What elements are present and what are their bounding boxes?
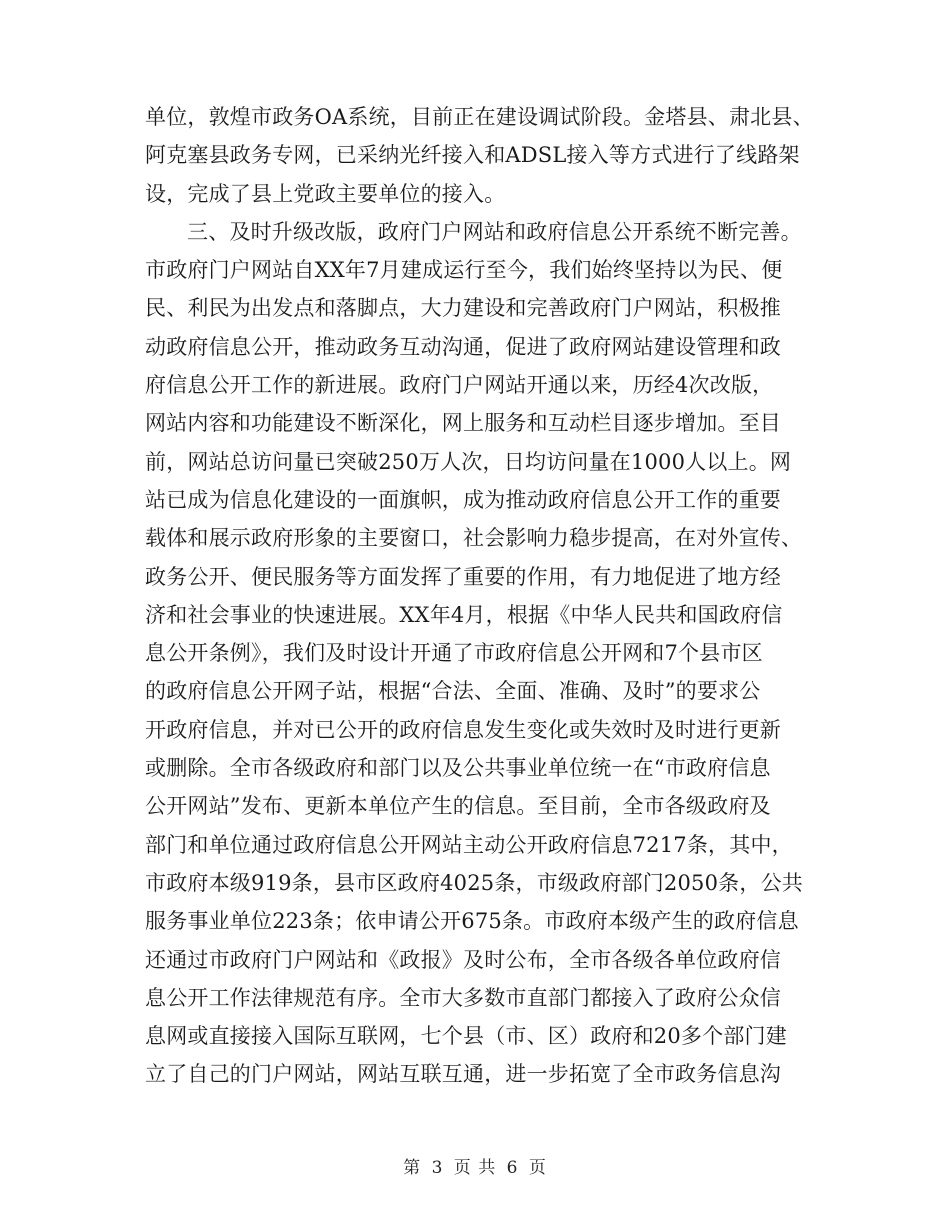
- text-line: 息公开工作法律规范有序。全市大多数市直部门都接入了政府公众信: [145, 985, 781, 1010]
- text-line: 济和社会事业的快速进展。XX年4月，根据《中华人民共和国政府信: [145, 602, 783, 627]
- text-line: 市政府门户网站自XX年7月建成运行至今，我们始终坚持以为民、便: [145, 258, 783, 283]
- text-line: 民、利民为出发点和落脚点，大力建设和完善政府门户网站，积极推: [145, 296, 781, 321]
- text-line: 市政府本级919条，县市区政府4025条，市级政府部门2050条，公共: [145, 870, 803, 895]
- text-line: 前，网站总访问量已突破250万人次，日均访问量在1000人以上。网: [145, 449, 792, 474]
- footer-prefix: 第: [403, 1158, 422, 1178]
- text-line: 单位，敦煌市政务OA系统，目前正在建设调试阶段。金塔县、肃北县、: [145, 105, 814, 129]
- footer-middle: 页 共: [453, 1158, 497, 1178]
- text-line: 政务公开、便民服务等方面发挥了重要的作用，有力地促进了地方经: [145, 564, 781, 589]
- section-heading-line: 三、及时升级改版，政府门户网站和政府信息公开系统不断完善。: [187, 219, 802, 244]
- text-line: 立了自己的门户网站，网站互联互通，进一步拓宽了全市政务信息沟: [145, 1062, 781, 1087]
- footer-suffix: 页: [528, 1158, 547, 1178]
- page-footer: [0, 1153, 950, 1178]
- text-line: 阿克塞县政务专网，已采纳光纤接入和ADSL接入等方式进行了线路架: [145, 143, 800, 168]
- body-text: [145, 98, 825, 1094]
- text-line: 站已成为信息化建设的一面旗帜，成为推动政府信息公开工作的重要: [145, 487, 781, 512]
- text-line: 息网或直接接入国际互联网，七个县（市、区）政府和20多个部门建: [145, 1024, 787, 1049]
- text-line: 动政府信息公开，推动政务互动沟通，促进了政府网站建设管理和政: [145, 334, 781, 359]
- text-line: 或删除。全市各级政府和部门以及公共事业单位统一在“市政府信息: [145, 756, 771, 781]
- text-line: 部门和单位通过政府信息公开网站主动公开政府信息7217条，其中，: [145, 832, 793, 857]
- text-line: 的政府信息公开网子站，根据“合法、全面、准确、及时”的要求公: [145, 679, 761, 704]
- footer-current-page: 3: [431, 1158, 444, 1178]
- text-line: 网站内容和功能建设不断深化，网上服务和互动栏目逐步增加。至目: [145, 411, 781, 436]
- footer-total-pages: 6: [506, 1158, 519, 1178]
- text-line: 开政府信息，并对已公开的政府信息发生变化或失效时及时进行更新: [145, 717, 781, 742]
- text-line: 载体和展示政府形象的主要窗口，社会影响力稳步提高，在对外宣传、: [145, 526, 803, 551]
- text-line: 服务事业单位223条；依申请公开675条。市政府本级产生的政府信息: [145, 909, 799, 934]
- text-line: 公开网站”发布、更新本单位产生的信息。至目前，全市各级政府及: [145, 794, 771, 819]
- text-line: 府信息公开工作的新进展。政府门户网站开通以来，历经4次改版，: [145, 373, 774, 398]
- text-line: 还通过市政府门户网站和《政报》及时公布，全市各级各单位政府信: [145, 947, 781, 972]
- text-line: 息公开条例》，我们及时设计开通了市政府信息公开网和7个县市区: [145, 641, 763, 666]
- text-line: 设，完成了县上党政主要单位的接入。: [145, 181, 506, 206]
